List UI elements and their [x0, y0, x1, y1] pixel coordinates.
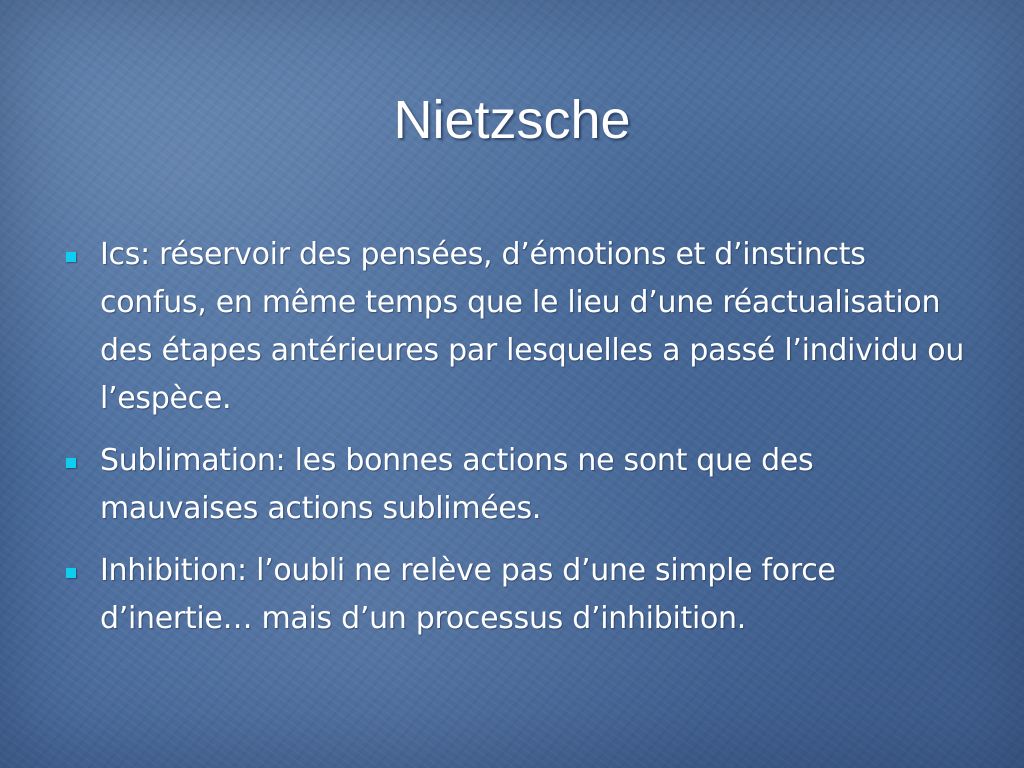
slide-title: Nietzsche: [393, 90, 631, 150]
square-bullet-icon: [66, 568, 76, 578]
bullet-text: Sublimation: les bonnes actions ne sont que des mauvaises actions sublimées.: [100, 443, 814, 526]
bullet-item-inhibition: [62, 547, 972, 643]
bullet-item-ics: [62, 231, 972, 423]
bullet-text: Inhibition: l’oubli ne relève pas d’une simple force d’inertie… mais d’un processus d’inhibition.: [100, 553, 836, 636]
bullet-text: Ics: réservoir des pensées, d’émotions et d’instincts confus, en même temps que le lieu d’une réactualisation des étapes antérieures par lesquelles a passé l’individu ou l’espèce.: [100, 237, 965, 416]
square-bullet-icon: [66, 252, 76, 262]
bullet-list: [62, 231, 972, 657]
bullet-item-sublimation: [62, 437, 972, 533]
square-bullet-icon: [66, 458, 76, 468]
